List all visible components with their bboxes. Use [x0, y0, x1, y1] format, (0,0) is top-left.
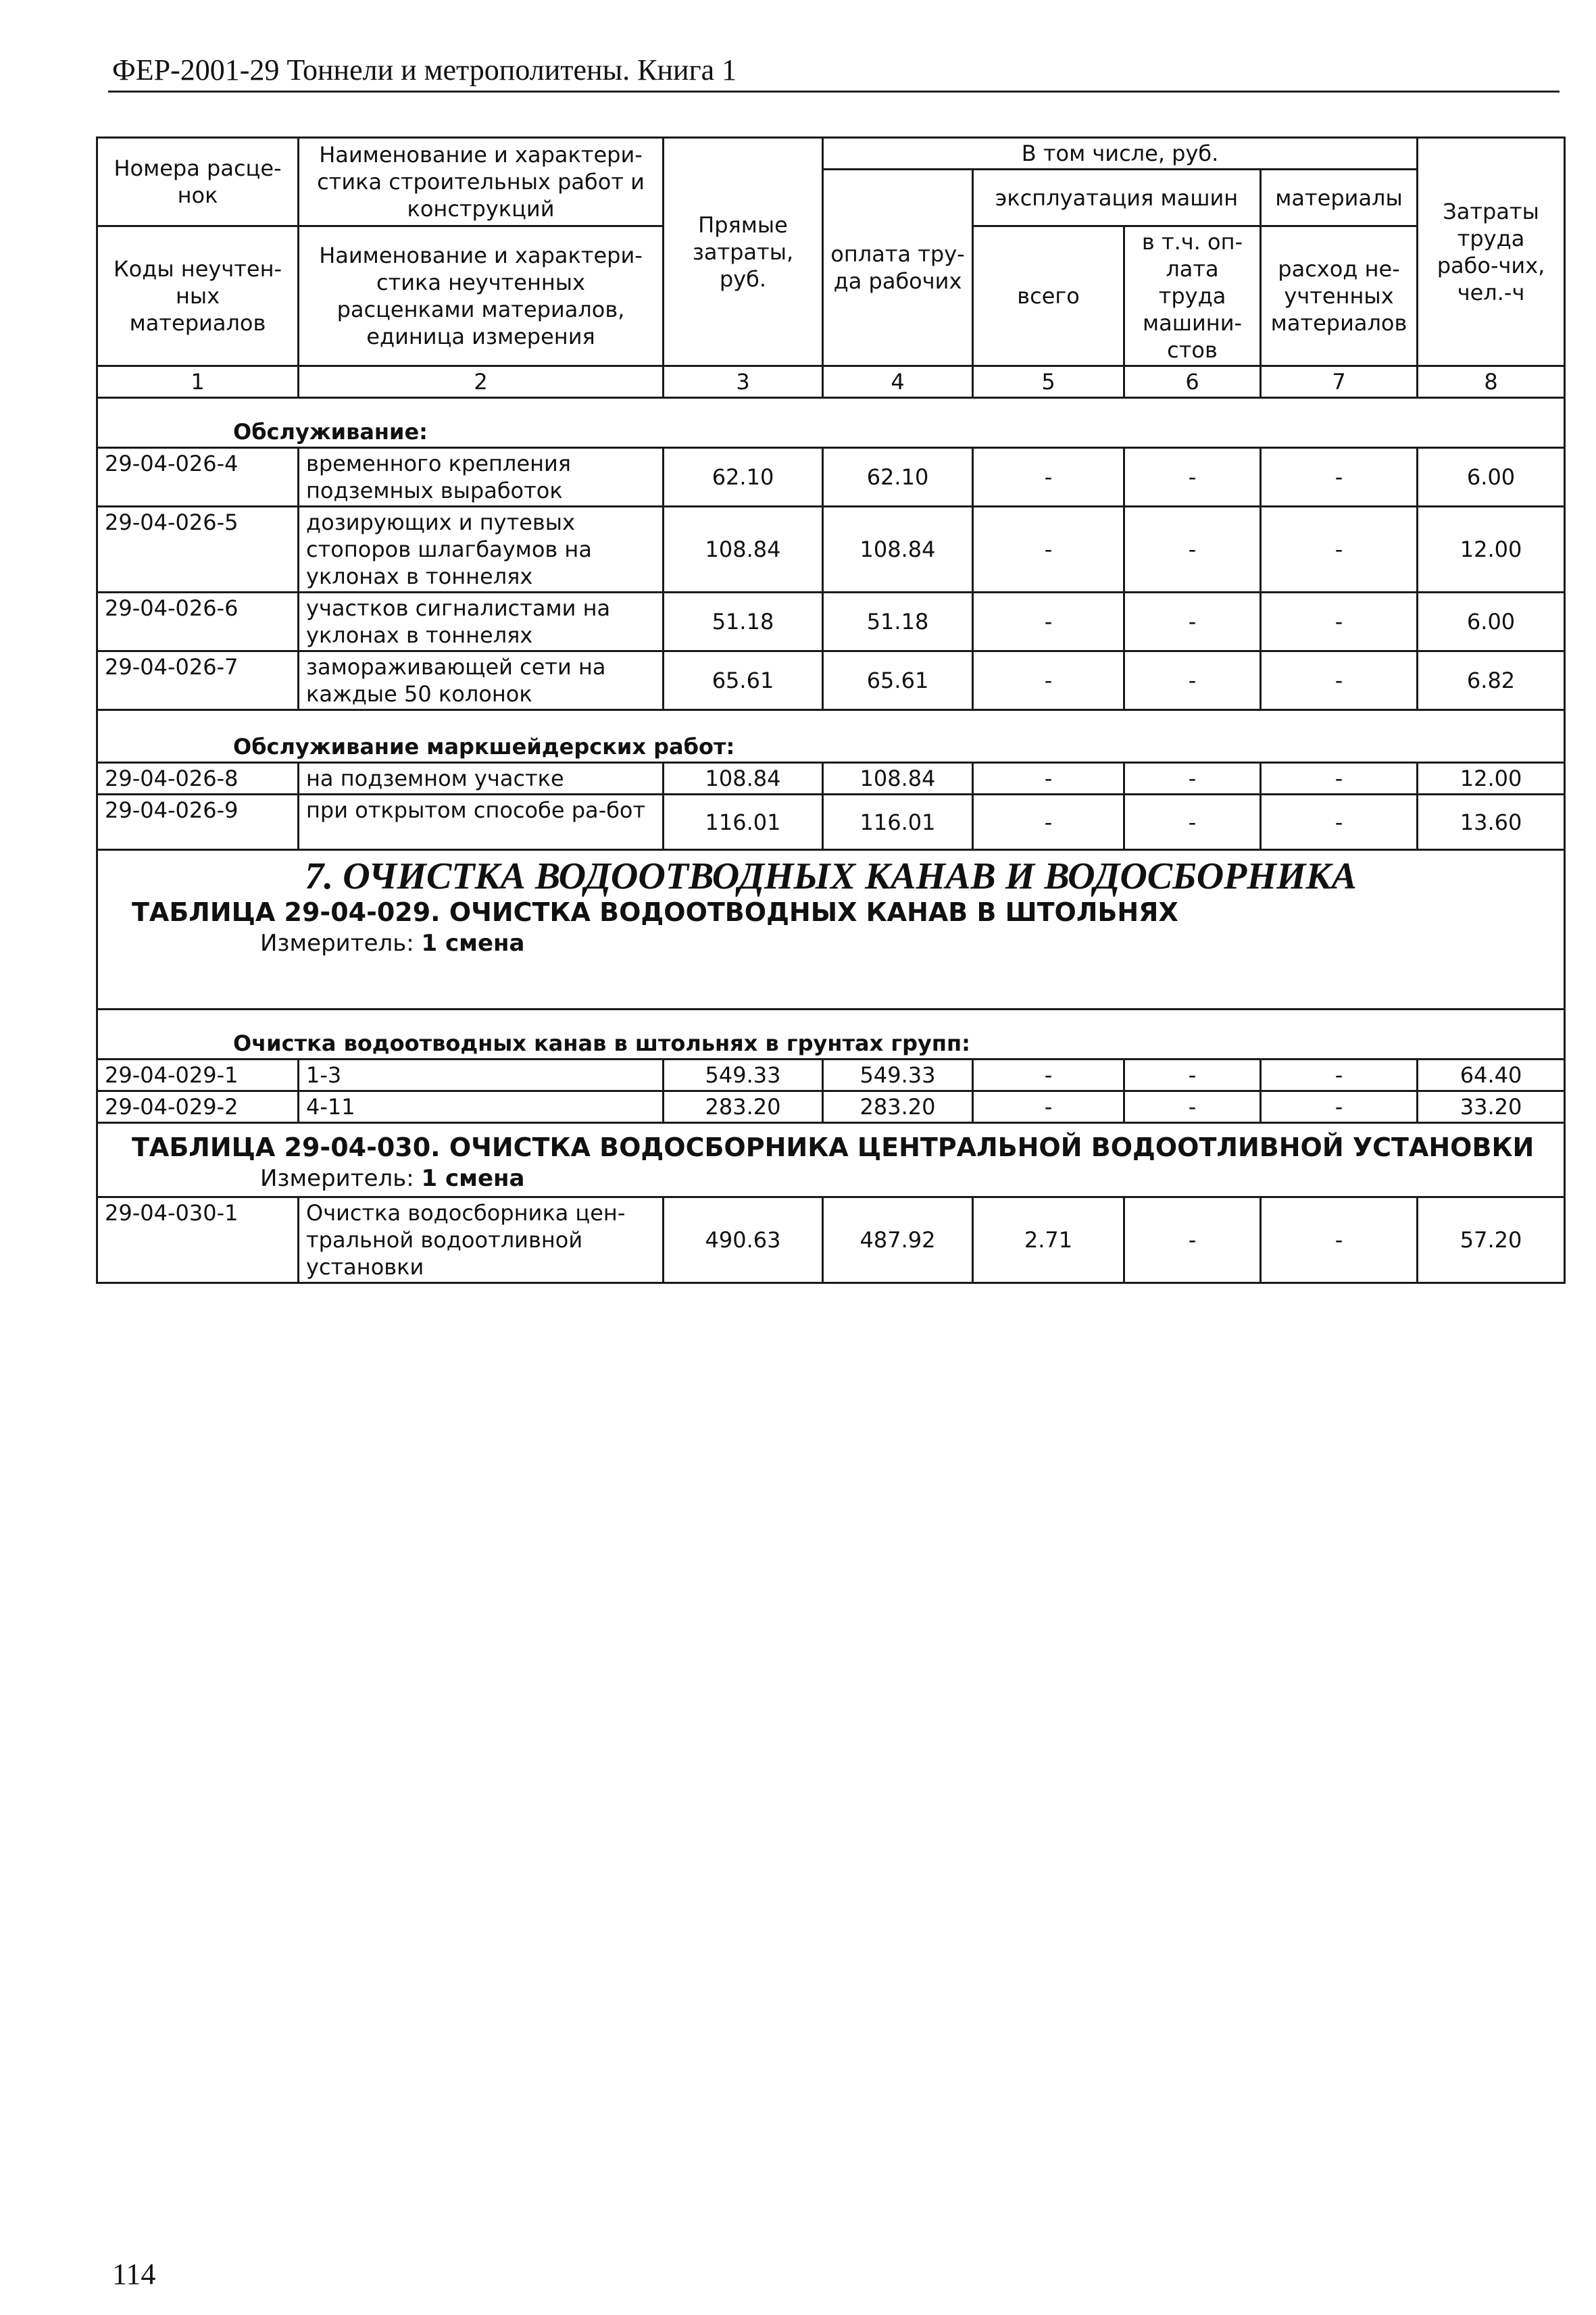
rate-code: 29-04-026-7 — [97, 651, 299, 710]
worker-wages: 51.18 — [823, 593, 973, 651]
section-heading-service: Обслуживание: — [97, 398, 1565, 448]
table-row — [97, 1091, 1565, 1123]
table-row — [97, 448, 1565, 507]
page-number: 114 — [112, 2258, 156, 2291]
rate-name: на подземном участке — [299, 763, 664, 795]
measure-value: 1 смена — [421, 930, 525, 957]
chapter-title: 7. ОЧИСТКА ВОДООТВОДНЫХ КАНАВ И ВОДОСБОРНИКА — [305, 855, 1357, 897]
section-heading-canals: Очистка водоотводных канав в штольнях в грунтах групп: — [97, 1010, 1565, 1060]
header-rule — [108, 91, 1560, 93]
labor-costs: 6.00 — [1418, 448, 1565, 507]
table-row — [97, 593, 1565, 651]
machinist-wages: - — [1124, 795, 1261, 850]
column-number: 7 — [1261, 366, 1418, 398]
materials: - — [1261, 507, 1418, 593]
table-row — [97, 763, 1565, 795]
worker-wages: 65.61 — [823, 651, 973, 710]
machines-total: - — [973, 763, 1124, 795]
table-row — [97, 1060, 1565, 1091]
direct-cost: 62.10 — [664, 448, 823, 507]
column-number: 8 — [1418, 366, 1565, 398]
direct-cost: 51.18 — [664, 593, 823, 651]
labor-costs: 64.40 — [1418, 1060, 1565, 1091]
machines-total: 2.71 — [973, 1197, 1124, 1283]
header-labor-costs: Затраты труда рабо-чих, чел.-ч — [1418, 138, 1565, 366]
machinist-wages: - — [1124, 1197, 1261, 1283]
measure-label: Измеритель: — [260, 930, 414, 957]
header-machines-total: всего — [973, 226, 1124, 366]
rate-code: 29-04-030-1 — [97, 1197, 299, 1283]
rate-name: временного крепления подземных выработок — [299, 448, 664, 507]
column-number: 2 — [299, 366, 664, 398]
header-name-bottom: Наименование и характери-стика неучтенных расценками материалов, единица измерения — [299, 226, 664, 366]
direct-cost: 108.84 — [664, 763, 823, 795]
machines-total: - — [973, 1091, 1124, 1123]
column-number: 6 — [1124, 366, 1261, 398]
worker-wages: 116.01 — [823, 795, 973, 850]
column-number: 4 — [823, 366, 973, 398]
rate-name: дозирующих и путевых стопоров шлагбаумов на уклонах в тоннелях — [299, 507, 664, 593]
rate-code: 29-04-026-4 — [97, 448, 299, 507]
machinist-wages: - — [1124, 1060, 1261, 1091]
machines-total: - — [973, 593, 1124, 651]
worker-wages: 108.84 — [823, 507, 973, 593]
measure-value: 1 смена — [421, 1165, 525, 1192]
page-header-title: ФЕР-2001-29 Тоннели и метрополитены. Книга 1 — [112, 53, 737, 86]
materials: - — [1261, 1060, 1418, 1091]
materials: - — [1261, 795, 1418, 850]
header-direct-costs: Прямые затраты, руб. — [664, 138, 823, 366]
rate-name: Очистка водосборника цен-тральной водоотливной установки — [299, 1197, 664, 1283]
rate-code: 29-04-029-1 — [97, 1060, 299, 1091]
column-number: 1 — [97, 366, 299, 398]
machinist-wages: - — [1124, 763, 1261, 795]
header-machinist-wages: в т.ч. оп-лата труда машини-стов — [1124, 226, 1261, 366]
rate-name: 1-3 — [299, 1060, 664, 1091]
table-029-heading-block — [97, 850, 1565, 1010]
table-030-measure — [98, 1164, 1564, 1193]
labor-costs: 33.20 — [1418, 1091, 1565, 1123]
header-unaccounted-materials: расход не-учтенных материалов — [1261, 226, 1418, 366]
machinist-wages: - — [1124, 507, 1261, 593]
rate-code: 29-04-026-5 — [97, 507, 299, 593]
column-number: 3 — [664, 366, 823, 398]
rates-table — [96, 136, 1566, 1284]
table-030-heading-block — [97, 1123, 1565, 1197]
worker-wages: 108.84 — [823, 763, 973, 795]
direct-cost: 490.63 — [664, 1197, 823, 1283]
header-including: В том числе, руб. — [823, 138, 1418, 170]
table-029-title: ТАБЛИЦА 29-04-029. ОЧИСТКА ВОДООТВОДНЫХ КАНАВ В ШТОЛЬНЯХ — [132, 897, 1178, 927]
machines-total: - — [973, 507, 1124, 593]
direct-cost: 283.20 — [664, 1091, 823, 1123]
materials: - — [1261, 1091, 1418, 1123]
materials: - — [1261, 1197, 1418, 1283]
labor-costs: 12.00 — [1418, 763, 1565, 795]
machines-total: - — [973, 651, 1124, 710]
rate-code: 29-04-026-8 — [97, 763, 299, 795]
machines-total: - — [973, 795, 1124, 850]
header-worker-wages: оплата тру-да рабочих — [823, 170, 973, 366]
worker-wages: 549.33 — [823, 1060, 973, 1091]
rate-name: участков сигналистами на уклонах в тоннелях — [299, 593, 664, 651]
machinist-wages: - — [1124, 448, 1261, 507]
worker-wages: 62.10 — [823, 448, 973, 507]
header-code-bottom: Коды неучтен-ных материалов — [97, 226, 299, 366]
materials: - — [1261, 763, 1418, 795]
materials: - — [1261, 593, 1418, 651]
table-row — [97, 1197, 1565, 1283]
labor-costs: 12.00 — [1418, 507, 1565, 593]
machines-total: - — [973, 448, 1124, 507]
labor-costs: 6.00 — [1418, 593, 1565, 651]
rate-name: при открытом способе ра-бот — [299, 795, 664, 850]
direct-cost: 65.61 — [664, 651, 823, 710]
section-heading-survey: Обслуживание маркшейдерских работ: — [97, 710, 1565, 763]
worker-wages: 283.20 — [823, 1091, 973, 1123]
table-row — [97, 651, 1565, 710]
header-machine-operation: эксплуатация машин — [973, 170, 1261, 226]
column-number: 5 — [973, 366, 1124, 398]
machinist-wages: - — [1124, 651, 1261, 710]
table-row — [97, 795, 1565, 850]
rate-code: 29-04-026-9 — [97, 795, 299, 850]
rate-name: 4-11 — [299, 1091, 664, 1123]
direct-cost: 116.01 — [664, 795, 823, 850]
machines-total: - — [973, 1060, 1124, 1091]
labor-costs: 57.20 — [1418, 1197, 1565, 1283]
machinist-wages: - — [1124, 593, 1261, 651]
table-029-measure — [98, 929, 1564, 957]
direct-cost: 549.33 — [664, 1060, 823, 1091]
header-materials: материалы — [1261, 170, 1418, 226]
materials: - — [1261, 448, 1418, 507]
rate-code: 29-04-029-2 — [97, 1091, 299, 1123]
header-code-top: Номера расце-нок — [97, 138, 299, 226]
direct-cost: 108.84 — [664, 507, 823, 593]
measure-label: Измеритель: — [260, 1165, 414, 1192]
header-name-top: Наименование и характери-стика строительных работ и конструкций — [299, 138, 664, 226]
machinist-wages: - — [1124, 1091, 1261, 1123]
table-row — [97, 507, 1565, 593]
rate-code: 29-04-026-6 — [97, 593, 299, 651]
labor-costs: 13.60 — [1418, 795, 1565, 850]
materials: - — [1261, 651, 1418, 710]
worker-wages: 487.92 — [823, 1197, 973, 1283]
rate-name: замораживающей сети на каждые 50 колонок — [299, 651, 664, 710]
labor-costs: 6.82 — [1418, 651, 1565, 710]
table-030-title: ТАБЛИЦА 29-04-030. ОЧИСТКА ВОДОСБОРНИКА ЦЕНТРАЛЬНОЙ ВОДООТЛИВНОЙ УСТАНОВКИ — [132, 1132, 1535, 1162]
